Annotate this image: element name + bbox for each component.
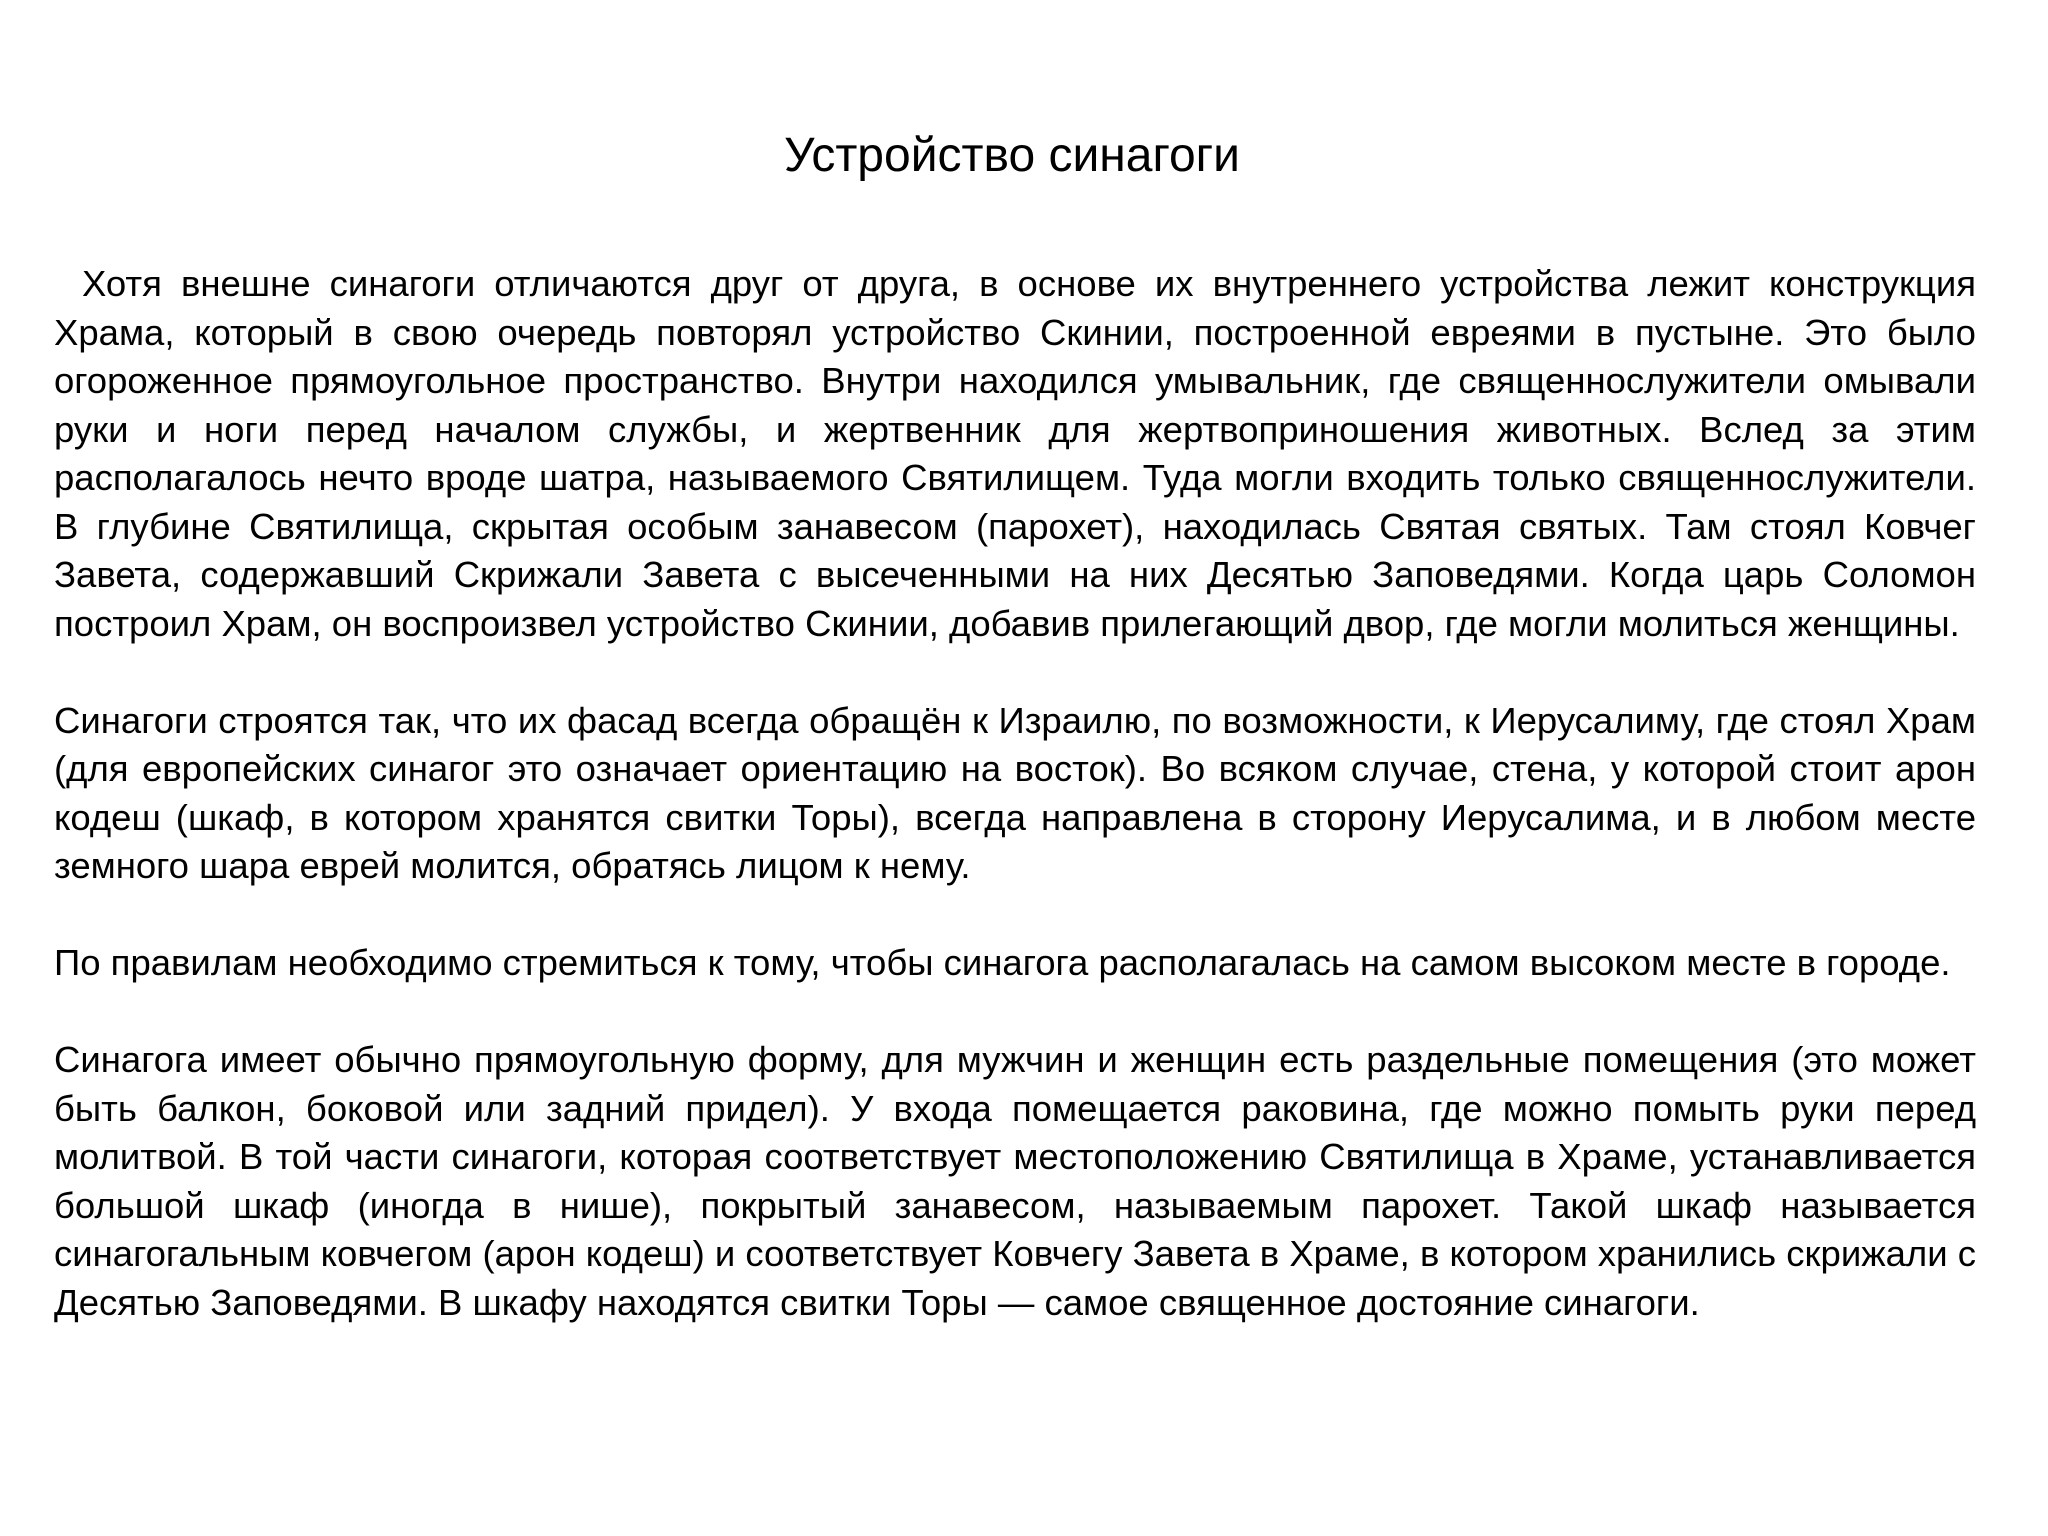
paragraph-orientation: Синагоги строятся так, что их фасад всегда обращён к Израилю, по возможности, к Иерусалиму, где стоял Храм (для европейских синагог это означает ориентацию на восток). Во всяком случае, стена, у которой стоит арон кодеш (шкаф, в котором хранятся свитки Торы), всегда направлена в сторону Иерусалима, и в любом месте земного шара еврей молится, обратясь лицом к нему. [54, 699, 1976, 886]
paragraph-temple-structure: Хотя внешне синагоги отличаются друг от друга, в основе их внутреннего устройства лежит конструкция Храма, который в свою очередь повторял устройство Скинии, построенной евреями в пустыне. Это было огороженное прямоугольное пространство. Внутри находился умывальник, где священнослужители омывали руки и ноги перед началом службы, и жертвенник для жертвоприношения животных. Вслед за этим располагалось нечто вроде шатра, называемого Святилищем. Туда могли входить только священнослужители. В глубине Святилища, скрытая особым занавесом (парохет), находилась Святая святых. Там стоял Ковчег Завета, содержавший Скрижали Завета с высеченными на них Десятью Заповедями. Когда царь Соломон построил Храм, он воспроизвел устройство Скинии, добавив прилегающий двор, где могли молиться женщины. [54, 263, 1976, 644]
slide-title: Устройство синагоги [784, 129, 1240, 182]
paragraph-location-rule: По правилам необходимо стремиться к тому, чтобы синагога располагалась на самом высоком месте в городе. [54, 942, 1951, 983]
slide-body [54, 260, 1976, 1376]
paragraph-synagogue-layout: Синагога имеет обычно прямоугольную форму, для мужчин и женщин есть раздельные помещения (это может быть балкон, боковой или задний придел). У входа помещается раковина, где можно помыть руки перед молитвой. В той части синагоги, которая соответствует местоположению Святилища в Храме, устанавливается большой шкаф (иногда в нише), покрытый занавесом, называемым парохет. Такой шкаф называется синагогальным ковчегом (арон кодеш) и соответствует Ковчегу Завета в Храме, в котором хранились скрижали с Десятью Заповедями. В шкафу находятся свитки Торы — самое священное достояние синагоги. [54, 1039, 1976, 1323]
